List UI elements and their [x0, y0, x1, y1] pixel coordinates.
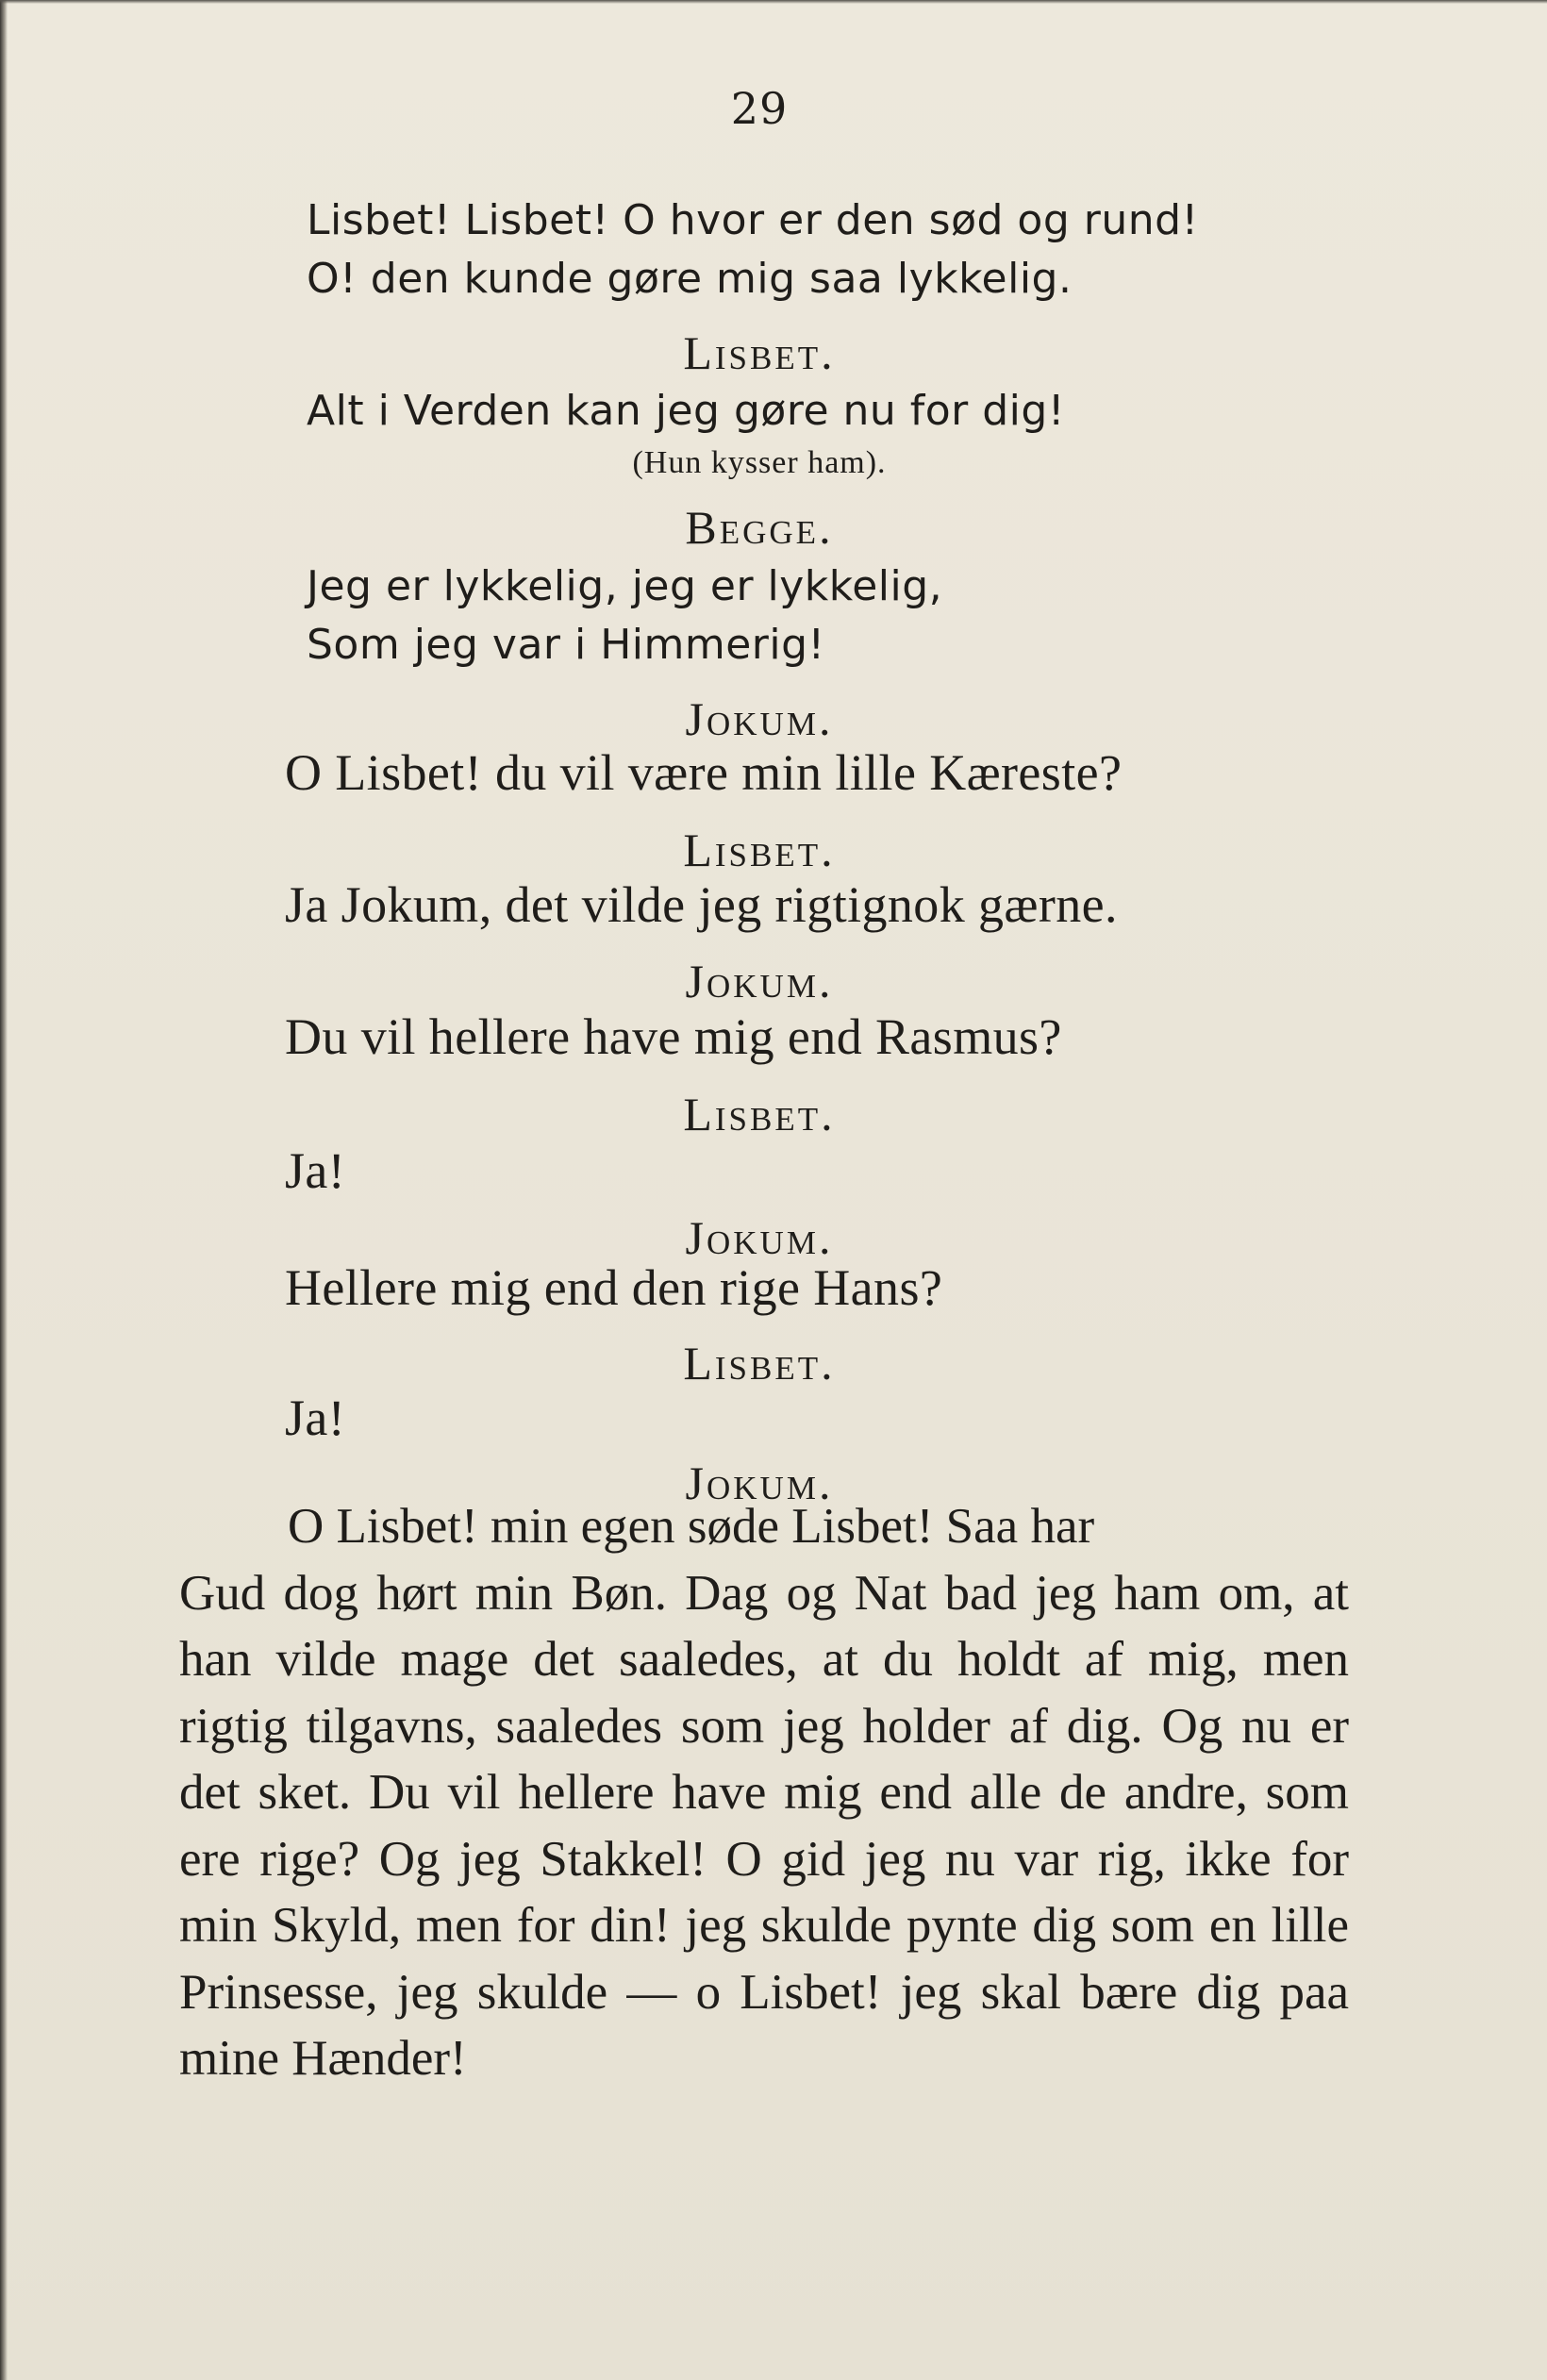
- page-top-shadow: [0, 0, 1547, 4]
- jokum-speech-first-line: O Lisbet! min egen søde Lisbet! Saa har: [288, 1499, 1095, 1554]
- page-number: 29: [730, 83, 789, 134]
- speaker-lisbet-2: Lisbet.: [683, 824, 836, 876]
- begge-line-2: Som jeg var i Himmerig!: [307, 621, 825, 669]
- begge-line-1: Jeg er lykkelig, jeg er lykkelig,: [307, 562, 943, 610]
- speaker-lisbet-4: Lisbet.: [683, 1337, 836, 1390]
- jokum-line-3: Hellere mig end den rige Hans?: [285, 1259, 943, 1316]
- song-line-2: O! den kunde gøre mig saa lykkelig.: [307, 255, 1073, 303]
- speaker-jokum-1: Jokum.: [685, 692, 834, 745]
- stage-direction: (Hun kysser ham).: [632, 445, 887, 480]
- lisbet-line-1: Alt i Verden kan jeg gøre nu for dig!: [307, 387, 1065, 435]
- speaker-lisbet-3: Lisbet.: [683, 1088, 836, 1140]
- speaker-jokum-2: Jokum.: [685, 955, 834, 1007]
- song-line-1: Lisbet! Lisbet! O hvor er den sød og rund!: [307, 196, 1199, 244]
- jokum-line-2: Du vil hellere have mig end Rasmus?: [285, 1008, 1062, 1065]
- jokum-speech: [179, 1493, 1349, 2092]
- speaker-lisbet-1: Lisbet.: [683, 326, 836, 379]
- speaker-jokum-3: Jokum.: [685, 1211, 834, 1264]
- lisbet-line-4: Ja!: [285, 1390, 346, 1446]
- speaker-begge: Begge.: [685, 501, 834, 554]
- speaker-jokum-4: Jokum.: [685, 1456, 834, 1509]
- lisbet-line-2: Ja Jokum, det vilde jeg rigtignok gærne.: [285, 876, 1118, 933]
- jokum-line-1: O Lisbet! du vil være min lille Kæreste?: [285, 744, 1123, 801]
- jokum-speech-body: Gud dog hørt min Bøn. Dag og Nat bad jeg ham om, at han vilde mage det saaledes, at du holdt af mig, men rigtig tilgavns, saaledes som jeg holder af dig. Og nu er det sket. Du vil hellere have mig end alle de andre, som ere rige? Og jeg Stakkel! O gid jeg nu var rig, ikke for min Skyld, men for din! jeg skulde pynte dig som en lille Prinsesse, jeg skulde — o Lisbet! jeg skal bære dig paa mine Hænder!: [179, 1565, 1349, 2086]
- lisbet-line-3: Ja!: [285, 1142, 346, 1199]
